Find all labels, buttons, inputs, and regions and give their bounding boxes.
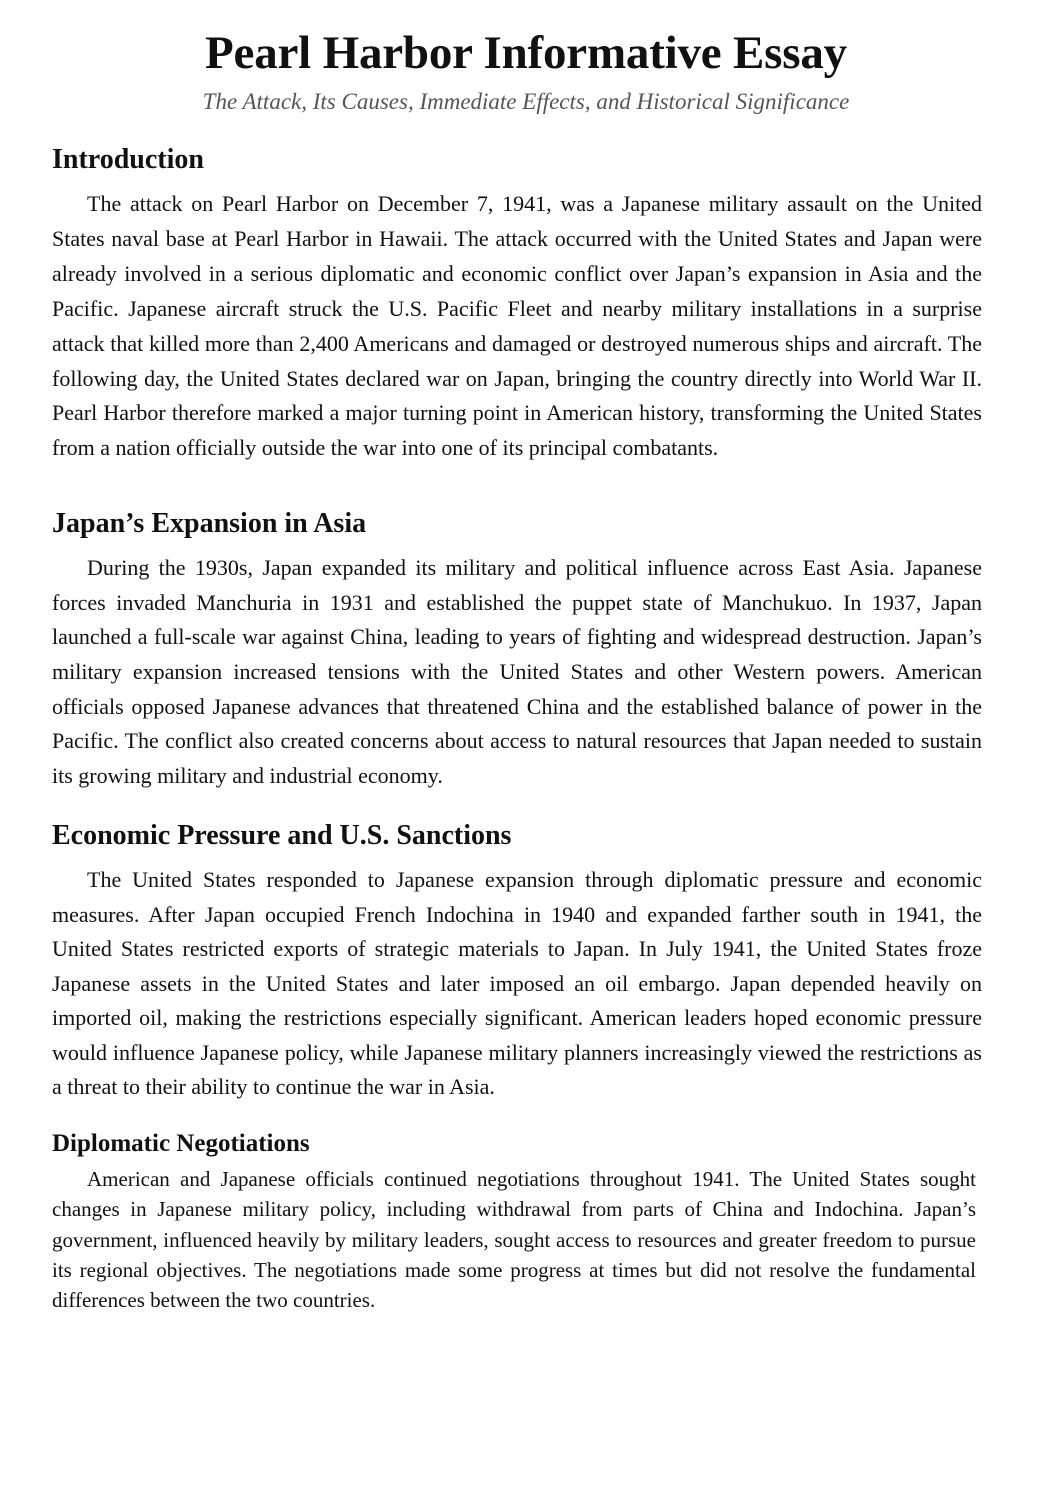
section-paragraph: The attack on Pearl Harbor on December 7, 1941, was a Japanese military assault on the United States naval base at Pearl Harbor in Hawaii. The attack occurred with the United States and Japan were already involved in a serious diplomatic and economic conflict over Japan’s expansion in Asia and the Pacific. Japanese aircraft struck the U.S. Pacific Fleet and nearby military installations in a surprise attack that killed more than 2,400 Americans and damaged or destroyed numerous ships and aircraft. The following day, the United States declared war on Japan, bringing the country directly into World War II. Pearl Harbor therefore marked a major turning point in American history, transforming the United States from a nation officially outside the war into one of its principal combatants. [52,191,982,461]
section-paragraph: During the 1930s, Japan expanded its military and political influence across East Asia. Japanese forces invaded Manchuria in 1931 and established the puppet state of Manchukuo. In 1937, Japan launched a full-scale war against China, leading to years of fighting and widespread destruction. Japan’s military expansion increased tensions with the United States and other Western powers. American officials opposed Japanese advances that threatened China and the established balance of power in the Pacific. The conflict also created concerns about access to natural resources that Japan needed to sustain its growing military and industrial economy. [52,555,982,788]
section-economic-pressure [52,816,982,1105]
section-paragraph: American and Japanese officials continued negotiations throughout 1941. The United States sought changes in Japanese military policy, including withdrawal from parts of China and Indochina. Japan’s government, influenced heavily by military leaders, sought access to resources and greater freedom to pursue its regional objectives. The negotiations made some progress at times but did not resolve the fundamental differences between the two countries. [52,1166,976,1313]
section-heading: Introduction [52,144,204,175]
section-diplomatic-negotiations [52,1127,982,1315]
section-introduction [52,140,982,466]
document-subtitle: The Attack, Its Causes, Immediate Effects, and Historical Significance [202,89,850,114]
document-title: Pearl Harbor Informative Essay [205,27,847,79]
section-paragraph: The United States responded to Japanese expansion through diplomatic pressure and economic measures. After Japan occupied French Indochina in 1940 and expanded farther south in 1941, the United States restricted exports of strategic materials to Japan. In July 1941, the United States froze Japanese assets in the United States and later imposed an oil embargo. Japan depended heavily on imported oil, making the restrictions especially significant. American leaders hoped economic pressure would influence Japanese policy, while Japanese military planners increasingly viewed the restrictions as a threat to their ability to continue the war in Asia. [52,867,982,1100]
section-heading: Japan’s Expansion in Asia [52,508,367,540]
section-japan-expansion [52,504,982,793]
section-heading: Economic Pressure and U.S. Sanctions [52,820,512,852]
section-heading: Diplomatic Negotiations [52,1129,310,1157]
